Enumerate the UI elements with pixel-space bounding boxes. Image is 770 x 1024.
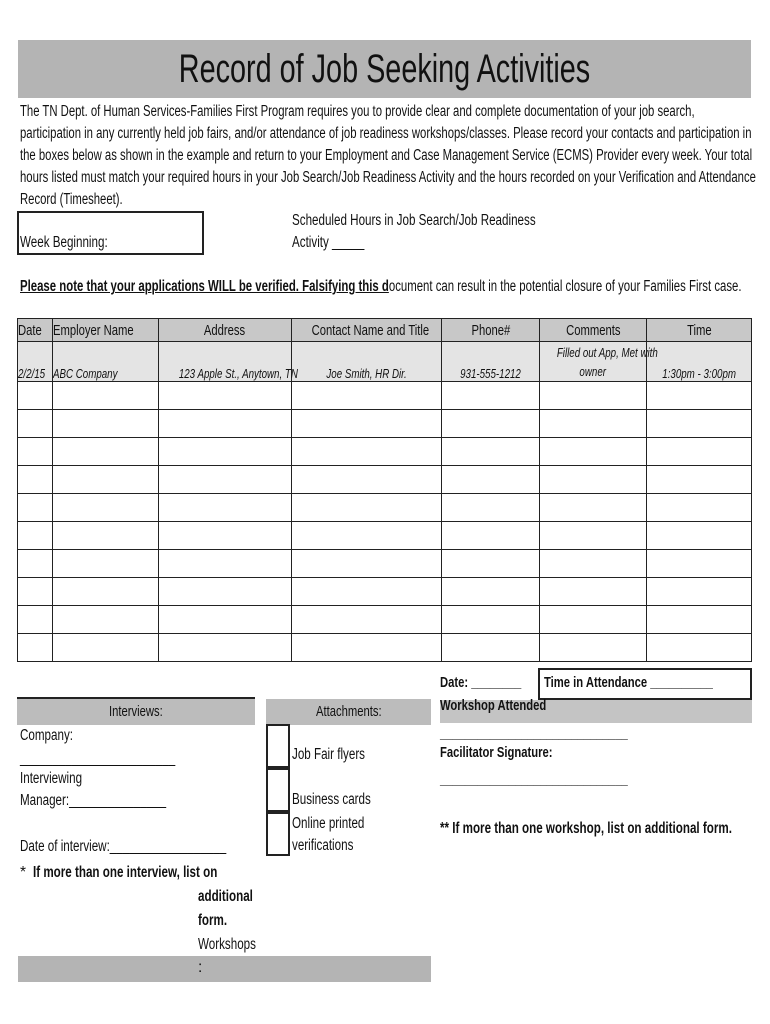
table-cell[interactable]: [53, 494, 159, 522]
table-cell[interactable]: [159, 606, 292, 634]
example-address: 123 Apple St., Anytown, TN: [159, 342, 292, 382]
attachment-verifications: verifications: [292, 837, 354, 854]
example-row: [18, 342, 752, 382]
table-row: [18, 438, 752, 466]
table-cell[interactable]: [442, 578, 540, 606]
example-time: 1:30pm - 3:00pm: [647, 342, 752, 382]
table-cell[interactable]: [292, 438, 442, 466]
table-cell[interactable]: [540, 550, 647, 578]
scheduled-hours-activity[interactable]: Activity _____: [292, 234, 365, 251]
table-cell[interactable]: [292, 522, 442, 550]
attachment-business-cards: Business cards: [292, 791, 371, 808]
facilitator-signature-label: Facilitator Signature:: [440, 744, 553, 761]
table-cell[interactable]: [18, 578, 53, 606]
interview-note-star: *: [20, 864, 27, 881]
company-label: Company:: [20, 727, 73, 744]
table-row: [18, 410, 752, 438]
table-row: [18, 634, 752, 662]
table-row: [18, 550, 752, 578]
interviews-header: Interviews:: [109, 703, 163, 720]
table-cell[interactable]: [540, 634, 647, 662]
col-header-time: Time: [647, 319, 752, 342]
week-beginning-label: Week Beginning:: [20, 234, 108, 251]
table-row: [18, 578, 752, 606]
table-cell[interactable]: [442, 606, 540, 634]
page-title: Record of Job Seeking Activities: [178, 47, 591, 91]
example-date: 2/2/15: [18, 342, 53, 382]
col-header-employer: Employer Name: [53, 319, 159, 342]
col-header-date: Date: [18, 319, 53, 342]
table-cell[interactable]: [647, 466, 752, 494]
table-row: [18, 522, 752, 550]
example-contact: Joe Smith, HR Dir.: [292, 342, 442, 382]
table-cell[interactable]: [292, 634, 442, 662]
table-cell[interactable]: [540, 438, 647, 466]
table-cell[interactable]: [540, 410, 647, 438]
attachments-header: Attachments:: [315, 703, 382, 720]
table-cell[interactable]: [442, 438, 540, 466]
example-employer: ABC Company: [53, 342, 159, 382]
table-cell[interactable]: [647, 606, 752, 634]
attachment-job-fair-flyers: Job Fair flyers: [292, 746, 366, 763]
table-header-row: [18, 319, 752, 342]
table-cell[interactable]: [647, 410, 752, 438]
manager-field[interactable]: Manager:_______________: [20, 792, 167, 809]
table-cell[interactable]: [647, 634, 752, 662]
table-cell[interactable]: [159, 634, 292, 662]
table-cell[interactable]: [18, 382, 53, 410]
table-cell[interactable]: [53, 382, 159, 410]
table-cell[interactable]: [442, 466, 540, 494]
table-cell[interactable]: [292, 410, 442, 438]
workshops-label: Workshops: [198, 936, 256, 953]
checkbox-business-cards[interactable]: [266, 768, 290, 812]
notice-bold: Please note that your applications WILL be verified. Falsifying this d: [20, 278, 389, 295]
table-cell[interactable]: [53, 578, 159, 606]
table-cell[interactable]: [540, 606, 647, 634]
table-cell[interactable]: [540, 578, 647, 606]
workshop-date-field[interactable]: Date: ________: [440, 674, 522, 691]
table-cell[interactable]: [292, 494, 442, 522]
table-row: [18, 494, 752, 522]
table-cell[interactable]: [18, 634, 53, 662]
table-cell[interactable]: [292, 466, 442, 494]
table-cell[interactable]: [442, 494, 540, 522]
col-header-comments: Comments: [540, 319, 647, 342]
table-cell[interactable]: [18, 606, 53, 634]
table-cell[interactable]: [159, 466, 292, 494]
table-cell[interactable]: [18, 494, 53, 522]
table-cell[interactable]: [647, 382, 752, 410]
time-in-attendance-field[interactable]: Time in Attendance __________: [544, 674, 713, 691]
table-cell[interactable]: [540, 382, 647, 410]
table-cell[interactable]: [647, 494, 752, 522]
checkbox-online-verifications[interactable]: [266, 812, 290, 856]
table-cell[interactable]: [159, 522, 292, 550]
col-header-contact: Contact Name and Title: [292, 319, 442, 342]
company-field[interactable]: ________________________: [20, 750, 176, 767]
table-cell[interactable]: [53, 410, 159, 438]
interview-note-line2: additional: [198, 888, 253, 905]
manager-label: Interviewing: [20, 770, 83, 787]
table-cell[interactable]: [442, 522, 540, 550]
table-cell[interactable]: [18, 438, 53, 466]
table-cell[interactable]: [540, 466, 647, 494]
table-cell[interactable]: [442, 410, 540, 438]
table-cell[interactable]: [647, 550, 752, 578]
example-comments: Filled out App, Met with owner: [540, 342, 647, 382]
intro-paragraph: The TN Dept. of Human Services-Families First Program requires you to provide clear and complete documentation of your job search, participation in any currently held job fairs, and/or attendance of job readiness workshops/classes. Please record your contacts and participation in the boxes below as shown in the example and return to your Employment and Case Management Service (ECMS) Provider every week. Your total hours listed must match your required hours in your Job Search/Job Readiness Activity and the hours recorded on your Verification and Attendance Record (Timesheet).: [20, 103, 756, 208]
table-cell[interactable]: [159, 438, 292, 466]
table-cell[interactable]: [442, 382, 540, 410]
interview-note-line1: If more than one interview, list on: [33, 864, 218, 881]
table-cell[interactable]: [18, 550, 53, 578]
interview-date-field[interactable]: Date of interview:__________________: [20, 838, 227, 855]
table-cell[interactable]: [18, 410, 53, 438]
table-cell[interactable]: [292, 606, 442, 634]
notice-rest: ocument can result in the potential closure of your Families First case.: [388, 278, 742, 295]
table-cell[interactable]: [53, 438, 159, 466]
table-row: [18, 382, 752, 410]
table-cell[interactable]: [647, 578, 752, 606]
verification-notice: [20, 276, 755, 297]
workshop-attended-field[interactable]: ______________________________: [440, 725, 628, 742]
table-cell[interactable]: [53, 634, 159, 662]
table-cell[interactable]: [159, 550, 292, 578]
table-cell[interactable]: [18, 466, 53, 494]
table-cell[interactable]: [159, 382, 292, 410]
table-cell[interactable]: [53, 606, 159, 634]
interview-note-line3: form.: [198, 912, 228, 929]
col-header-phone: Phone#: [442, 319, 540, 342]
table-cell[interactable]: [442, 634, 540, 662]
table-cell[interactable]: [540, 494, 647, 522]
facilitator-signature-field[interactable]: ______________________________: [440, 771, 628, 788]
table-cell[interactable]: [442, 550, 540, 578]
table-cell[interactable]: [18, 522, 53, 550]
table-cell[interactable]: [159, 494, 292, 522]
workshop-note: ** If more than one workshop, list on additional form.: [440, 820, 732, 837]
col-header-address: Address: [159, 319, 292, 342]
workshops-colon: :: [198, 959, 203, 976]
table-row: [18, 606, 752, 634]
table-cell[interactable]: [53, 550, 159, 578]
checkbox-job-fair-flyers[interactable]: [266, 724, 290, 768]
table-row: [18, 466, 752, 494]
table-cell[interactable]: [647, 522, 752, 550]
bottom-banner: [18, 956, 431, 982]
table-cell[interactable]: [292, 382, 442, 410]
table-cell[interactable]: [53, 466, 159, 494]
table-cell[interactable]: [292, 550, 442, 578]
job-contact-table: [17, 318, 752, 662]
attachment-online-printed: Online printed: [292, 815, 365, 832]
table-cell[interactable]: [159, 410, 292, 438]
table-cell[interactable]: [540, 522, 647, 550]
example-phone: 931-555-1212: [442, 342, 540, 382]
table-cell[interactable]: [159, 578, 292, 606]
workshop-attended-label: Workshop Attended: [440, 697, 547, 714]
table-cell[interactable]: [292, 578, 442, 606]
table-cell[interactable]: [647, 438, 752, 466]
scheduled-hours-label: Scheduled Hours in Job Search/Job Readiness: [292, 212, 536, 229]
table-cell[interactable]: [53, 522, 159, 550]
